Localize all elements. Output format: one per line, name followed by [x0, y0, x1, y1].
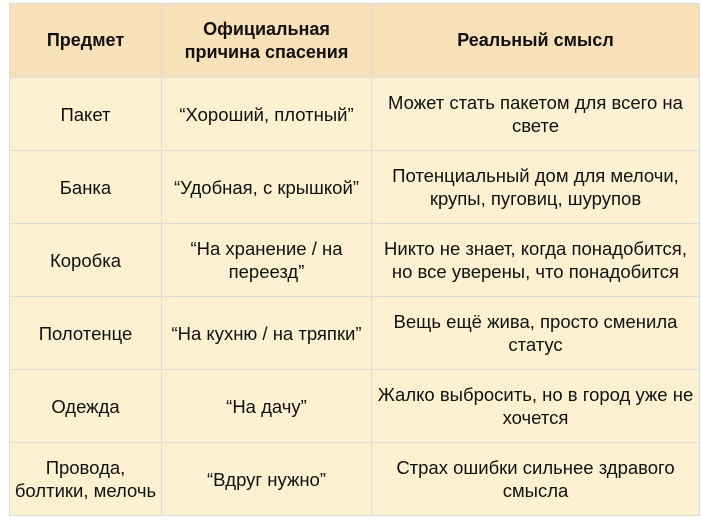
table-container — [9, 3, 699, 516]
cell-real-meaning: Может стать пакетом для всего на свете — [372, 78, 700, 151]
cell-real-meaning: Вещь ещё жива, просто сменила статус — [372, 297, 700, 370]
table-row — [10, 370, 700, 443]
table-row — [10, 443, 700, 516]
cell-real-meaning: Потенциальный дом для мелочи, крупы, пуговиц, шурупов — [372, 151, 700, 224]
cell-official-reason: “Хороший, плотный” — [162, 78, 372, 151]
cell-official-reason: “На хранение / на переезд” — [162, 224, 372, 297]
table-body — [10, 78, 700, 516]
table-row — [10, 224, 700, 297]
cell-real-meaning: Страх ошибки сильнее здравого смысла — [372, 443, 700, 516]
cell-official-reason: “На дачу” — [162, 370, 372, 443]
cell-item: Полотенце — [10, 297, 162, 370]
header-row — [10, 4, 700, 78]
cell-item: Коробка — [10, 224, 162, 297]
table-row — [10, 78, 700, 151]
cell-official-reason: “Вдруг нужно” — [162, 443, 372, 516]
cell-official-reason: “На кухню / на тряпки” — [162, 297, 372, 370]
cell-real-meaning: Жалко выбросить, но в город уже не хочется — [372, 370, 700, 443]
header-item: Предмет — [10, 4, 162, 78]
table-row — [10, 297, 700, 370]
items-table — [9, 3, 700, 516]
cell-official-reason: “Удобная, с крышкой” — [162, 151, 372, 224]
header-real-meaning: Реальный смысл — [372, 4, 700, 78]
cell-item: Одежда — [10, 370, 162, 443]
cell-item: Провода, болтики, мелочь — [10, 443, 162, 516]
header-official-reason: Официальная причина спасения — [162, 4, 372, 78]
cell-real-meaning: Никто не знает, когда понадобится, но все уверены, что понадобится — [372, 224, 700, 297]
table-row — [10, 151, 700, 224]
cell-item: Банка — [10, 151, 162, 224]
table-header — [10, 4, 700, 78]
cell-item: Пакет — [10, 78, 162, 151]
